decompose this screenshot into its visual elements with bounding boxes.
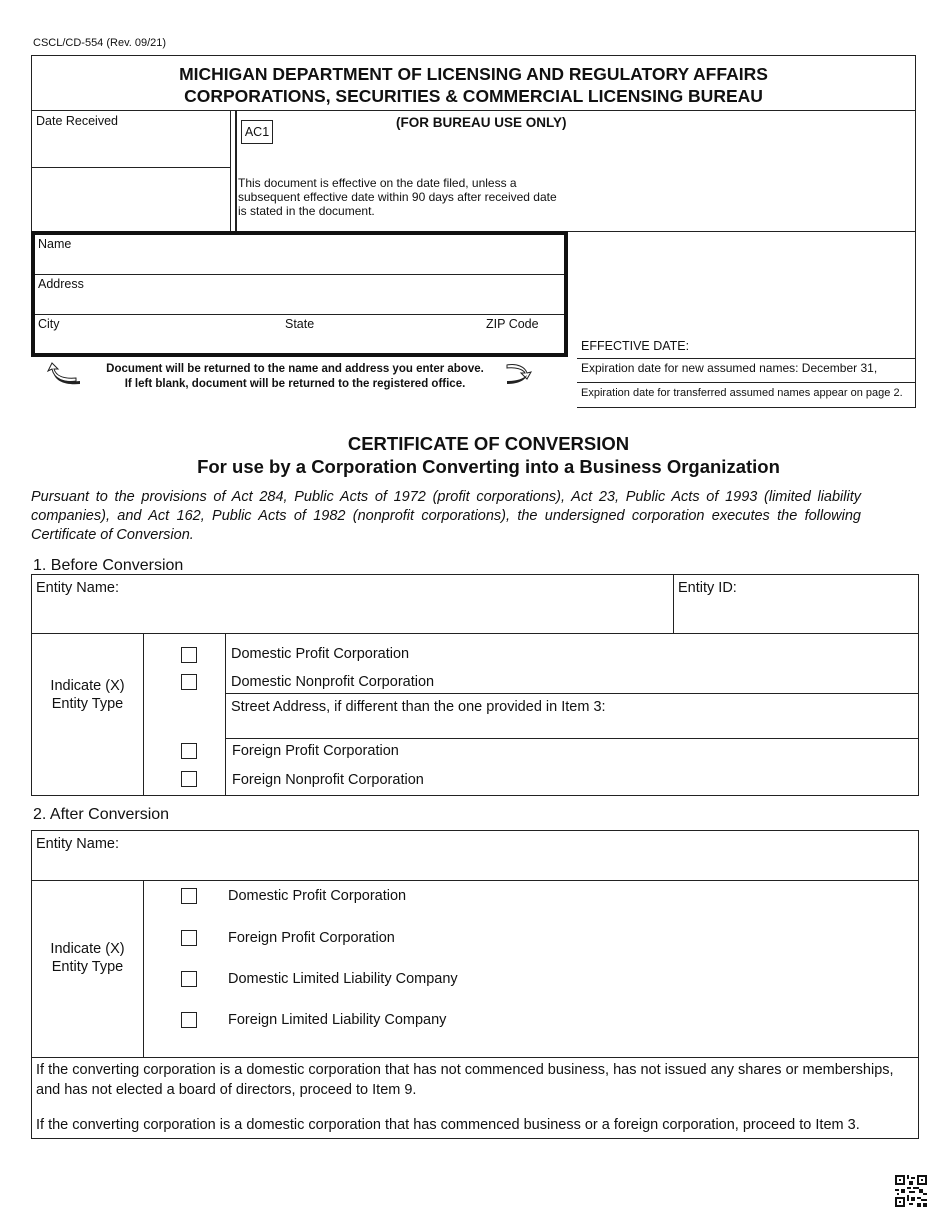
entity-name-field-1[interactable] bbox=[32, 575, 674, 634]
option-domestic-profit-2: Domestic Profit Corporation bbox=[228, 888, 407, 904]
address-field[interactable] bbox=[35, 275, 564, 315]
checkbox-domestic-nonprofit-1[interactable] bbox=[181, 674, 197, 690]
option-domestic-llc-2: Domestic Limited Liability Company bbox=[228, 971, 458, 987]
entity-type-label-2 bbox=[32, 940, 143, 976]
expiration-new: Expiration date for new assumed names: December 31, bbox=[577, 359, 916, 383]
checkbox-foreign-profit-2[interactable] bbox=[181, 930, 197, 946]
entity-type-label: Entity Type bbox=[51, 959, 124, 975]
address-label: Address bbox=[38, 277, 84, 291]
entity-type-label-1 bbox=[32, 677, 143, 713]
option-foreign-nonprofit-1: Foreign Nonprofit Corporation bbox=[232, 772, 424, 788]
checkbox-domestic-llc-2[interactable] bbox=[181, 971, 197, 987]
street-address-label: Street Address, if different than the one provided in Item 3: bbox=[231, 699, 606, 715]
checkbox-foreign-profit-1[interactable] bbox=[181, 743, 197, 759]
title-line2: For use by a Corporation Converting into a Business Organization bbox=[197, 456, 780, 477]
agency-header bbox=[31, 55, 916, 111]
certificate-title bbox=[31, 432, 946, 478]
section1-heading: 1. Before Conversion bbox=[33, 557, 184, 574]
entity-name-label-1: Entity Name: bbox=[36, 580, 119, 596]
section2-heading: 2. After Conversion bbox=[33, 806, 170, 823]
agency-name: MICHIGAN DEPARTMENT OF LICENSING AND REGULATORY AFFAIRS bbox=[179, 64, 768, 84]
instruction-note-1: If the converting corporation is a domestic corporation that has not commenced business, has not issued any shares or memberships, and has not elected a board of directors, proceed to Item 9. bbox=[36, 1062, 894, 1098]
state-label: State bbox=[285, 317, 315, 331]
option-foreign-llc-2: Foreign Limited Liability Company bbox=[228, 1012, 447, 1028]
entity-name-label-2: Entity Name: bbox=[36, 836, 119, 852]
name-field[interactable] bbox=[35, 235, 564, 275]
street-address-field[interactable] bbox=[225, 693, 918, 739]
return-arrow-left-icon bbox=[46, 361, 82, 387]
bureau-use-label: (FOR BUREAU USE ONLY) bbox=[396, 115, 567, 130]
ac1-box: AC1 bbox=[241, 120, 273, 144]
effective-date-label: EFFECTIVE DATE: bbox=[577, 339, 916, 359]
section2-table bbox=[31, 830, 919, 1139]
date-received-blank[interactable] bbox=[31, 168, 231, 232]
form-id: CSCL/CD-554 (Rev. 09/21) bbox=[33, 37, 167, 49]
title-line1: CERTIFICATE OF CONVERSION bbox=[347, 433, 630, 454]
return-notice-line1: Document will be returned to the name and address you enter above. bbox=[106, 363, 484, 375]
return-notice bbox=[80, 362, 510, 392]
section1-table bbox=[31, 574, 919, 796]
option-domestic-profit-1: Domestic Profit Corporation bbox=[231, 646, 410, 662]
option-foreign-profit-2: Foreign Profit Corporation bbox=[228, 930, 395, 946]
checkbox-domestic-profit-1[interactable] bbox=[181, 647, 197, 663]
city-label: City bbox=[38, 317, 60, 331]
indicate-label: Indicate (X) bbox=[50, 678, 125, 694]
return-notice-line2: If left blank, document will be returned to the registered office. bbox=[124, 378, 466, 390]
entity-id-field[interactable] bbox=[674, 575, 918, 634]
entity-id-label: Entity ID: bbox=[678, 580, 737, 596]
city-state-zip-field[interactable] bbox=[35, 315, 564, 353]
option-foreign-profit-1: Foreign Profit Corporation bbox=[232, 743, 399, 759]
expiration-transferred: Expiration date for transferred assumed names appear on page 2. bbox=[581, 387, 903, 399]
zip-label: ZIP Code bbox=[486, 317, 539, 331]
date-received-field[interactable] bbox=[31, 110, 231, 168]
indicate-label: Indicate (X) bbox=[50, 941, 125, 957]
effective-note: This document is effective on the date filed, unless a subsequent effective date within 90 days after received date is stated in the document. bbox=[238, 176, 557, 218]
entity-name-field-2[interactable] bbox=[32, 831, 918, 881]
checkbox-foreign-llc-2[interactable] bbox=[181, 1012, 197, 1028]
qr-code-icon bbox=[895, 1175, 927, 1207]
return-address-box bbox=[31, 231, 568, 357]
instruction-note-2: If the converting corporation is a domestic corporation that has commenced business or a foreign corporation, proceed to Item 3. bbox=[36, 1117, 860, 1133]
name-label: Name bbox=[38, 237, 72, 251]
checkbox-foreign-nonprofit-1[interactable] bbox=[181, 771, 197, 787]
checkbox-domestic-profit-2[interactable] bbox=[181, 888, 197, 904]
intro-paragraph: Pursuant to the provisions of Act 284, Public Acts of 1972 (profit corporations), Act 23, Public Acts of 1993 (limited liability companies), and Act 162, Public Acts of 1982 (nonprofit corporations), the undersigned corporation executes the following Certificate of Conversion. bbox=[31, 489, 861, 543]
bureau-name: CORPORATIONS, SECURITIES & COMMERCIAL LICENSING BUREAU bbox=[184, 86, 763, 106]
date-received-label: Date Received bbox=[36, 114, 118, 128]
option-domestic-nonprofit-1: Domestic Nonprofit Corporation bbox=[231, 674, 435, 690]
entity-type-label: Entity Type bbox=[51, 696, 124, 712]
